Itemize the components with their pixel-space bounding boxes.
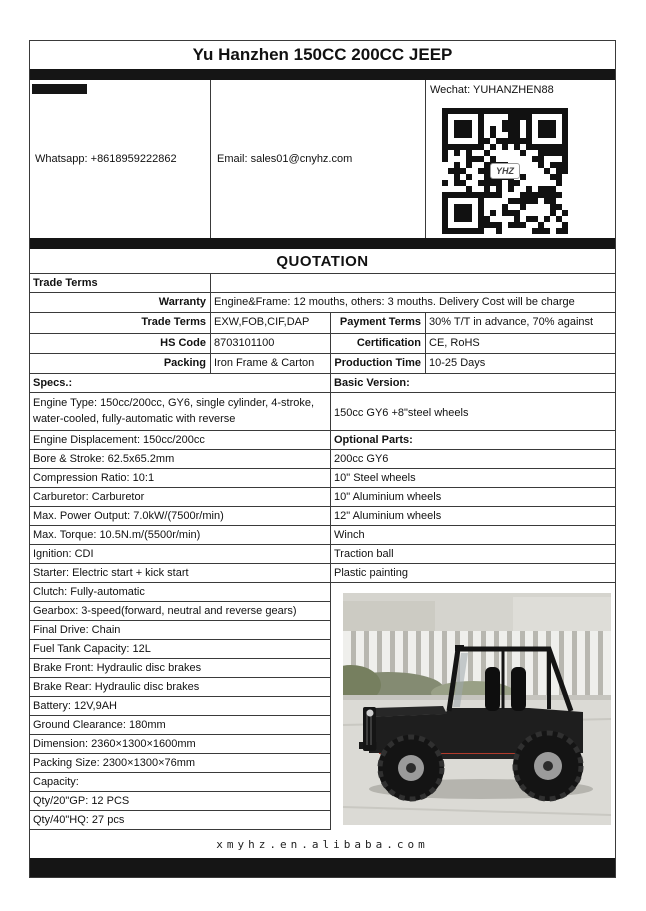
- spec-row: Carburetor: Carburetor: [30, 488, 330, 507]
- spec-row: Brake Rear: Hydraulic disc brakes: [30, 678, 330, 697]
- wechat-cell: [426, 80, 615, 238]
- certification-value: CE, RoHS: [429, 337, 480, 349]
- warranty-row: [30, 293, 615, 313]
- optional-part: Winch: [331, 526, 615, 545]
- mini-bar: [32, 84, 87, 94]
- spec-row: Brake Front: Hydraulic disc brakes: [30, 659, 330, 678]
- spec-row: Capacity:: [30, 773, 330, 792]
- versions-column: [331, 374, 615, 830]
- optional-part: 10" Steel wheels: [331, 469, 615, 488]
- production-time-value: 10-25 Days: [429, 357, 486, 369]
- qr-code: [442, 108, 568, 234]
- hscode-certification-row: [30, 334, 615, 354]
- email-text: Email: sales01@cnyhz.com: [217, 153, 353, 165]
- trade-terms-section-label: Trade Terms: [30, 274, 211, 292]
- warranty-label: Warranty: [30, 293, 211, 312]
- hs-code-label: HS Code: [30, 334, 211, 353]
- divider-bar-middle: [30, 238, 615, 249]
- quotation-document: [29, 40, 616, 878]
- spec-row: Dimension: 2360×1300×1600mm: [30, 735, 330, 754]
- packing-value: Iron Frame & Carton: [211, 354, 331, 373]
- basic-version-header: Basic Version:: [331, 374, 615, 393]
- spec-row: Fuel Tank Capacity: 12L: [30, 640, 330, 659]
- email-cell: [211, 80, 426, 238]
- spec-row: Qty/20"GP: 12 PCS: [30, 792, 330, 811]
- trade-payment-row: [30, 313, 615, 334]
- qr-logo: YHZ: [490, 163, 520, 179]
- optional-part: Traction ball: [331, 545, 615, 564]
- trade-terms-section-row: [30, 274, 615, 293]
- wechat-text: Wechat: YUHANZHEN88: [430, 84, 554, 96]
- payment-terms-label: Payment Terms: [331, 313, 426, 333]
- hs-code-value: 8703101100: [211, 334, 331, 353]
- spec-row: Ignition: CDI: [30, 545, 330, 564]
- whatsapp-text: Whatsapp: +8618959222862: [35, 153, 177, 165]
- payment-terms-value: 30% T/T in advance, 70% against: [429, 316, 594, 328]
- footer-url: xmyhz.en.alibaba.com: [216, 838, 429, 851]
- spec-row-engine-type: Engine Type: 150cc/200cc, GY6, single cylinder, 4-stroke, water-cooled, fully-automatic with reverse: [30, 393, 330, 431]
- optional-parts-header: Optional Parts:: [331, 431, 615, 450]
- optional-part: 10" Aluminium wheels: [331, 488, 615, 507]
- spec-row: Max. Power Output: 7.0kW/(7500r/min): [30, 507, 330, 526]
- specs-header: Specs.:: [30, 374, 330, 393]
- certification-label: Certification: [331, 334, 426, 353]
- production-time-label: Production Time: [331, 354, 426, 373]
- spec-row: Bore & Stroke: 62.5x65.2mm: [30, 450, 330, 469]
- product-photo: [331, 583, 615, 830]
- packing-production-row: [30, 354, 615, 374]
- spec-row: Clutch: Fully-automatic: [30, 583, 330, 602]
- spec-row: Starter: Electric start + kick start: [30, 564, 330, 583]
- spec-row: Engine Displacement: 150cc/200cc: [30, 431, 330, 450]
- optional-part: Plastic painting: [331, 564, 615, 583]
- quotation-heading: QUOTATION: [30, 249, 615, 274]
- warranty-value: Engine&Frame: 12 mouths, others: 3 mouths. Delivery Cost will be charge: [214, 296, 575, 308]
- whatsapp-cell: [30, 80, 211, 238]
- specs-column: [30, 374, 331, 830]
- spec-row: Qty/40"HQ: 27 pcs: [30, 811, 330, 830]
- spec-row: Packing Size: 2300×1300×76mm: [30, 754, 330, 773]
- spec-row: Compression Ratio: 10:1: [30, 469, 330, 488]
- spec-row: Gearbox: 3-speed(forward, neutral and reverse gears): [30, 602, 330, 621]
- optional-part: 12" Aluminium wheels: [331, 507, 615, 526]
- basic-version-value: 150cc GY6 +8"steel wheels: [331, 393, 615, 431]
- specs-section: [30, 374, 615, 830]
- trade-terms-label: Trade Terms: [30, 313, 211, 333]
- packing-label: Packing: [30, 354, 211, 373]
- trade-terms-value: EXW,FOB,CIF,DAP: [211, 313, 331, 333]
- spec-row: Final Drive: Chain: [30, 621, 330, 640]
- spec-row: Ground Clearance: 180mm: [30, 716, 330, 735]
- jeep-image: [343, 593, 611, 825]
- page-title: Yu Hanzhen 150CC 200CC JEEP: [192, 45, 453, 64]
- divider-bar-top: [30, 69, 615, 80]
- spec-row: Battery: 12V,9AH: [30, 697, 330, 716]
- spec-row: Max. Torque: 10.5N.m/(5500r/min): [30, 526, 330, 545]
- empty-cell: [211, 274, 615, 292]
- contact-section: [30, 80, 615, 238]
- divider-bar-bottom: [30, 858, 615, 877]
- optional-part: 200cc GY6: [331, 450, 615, 469]
